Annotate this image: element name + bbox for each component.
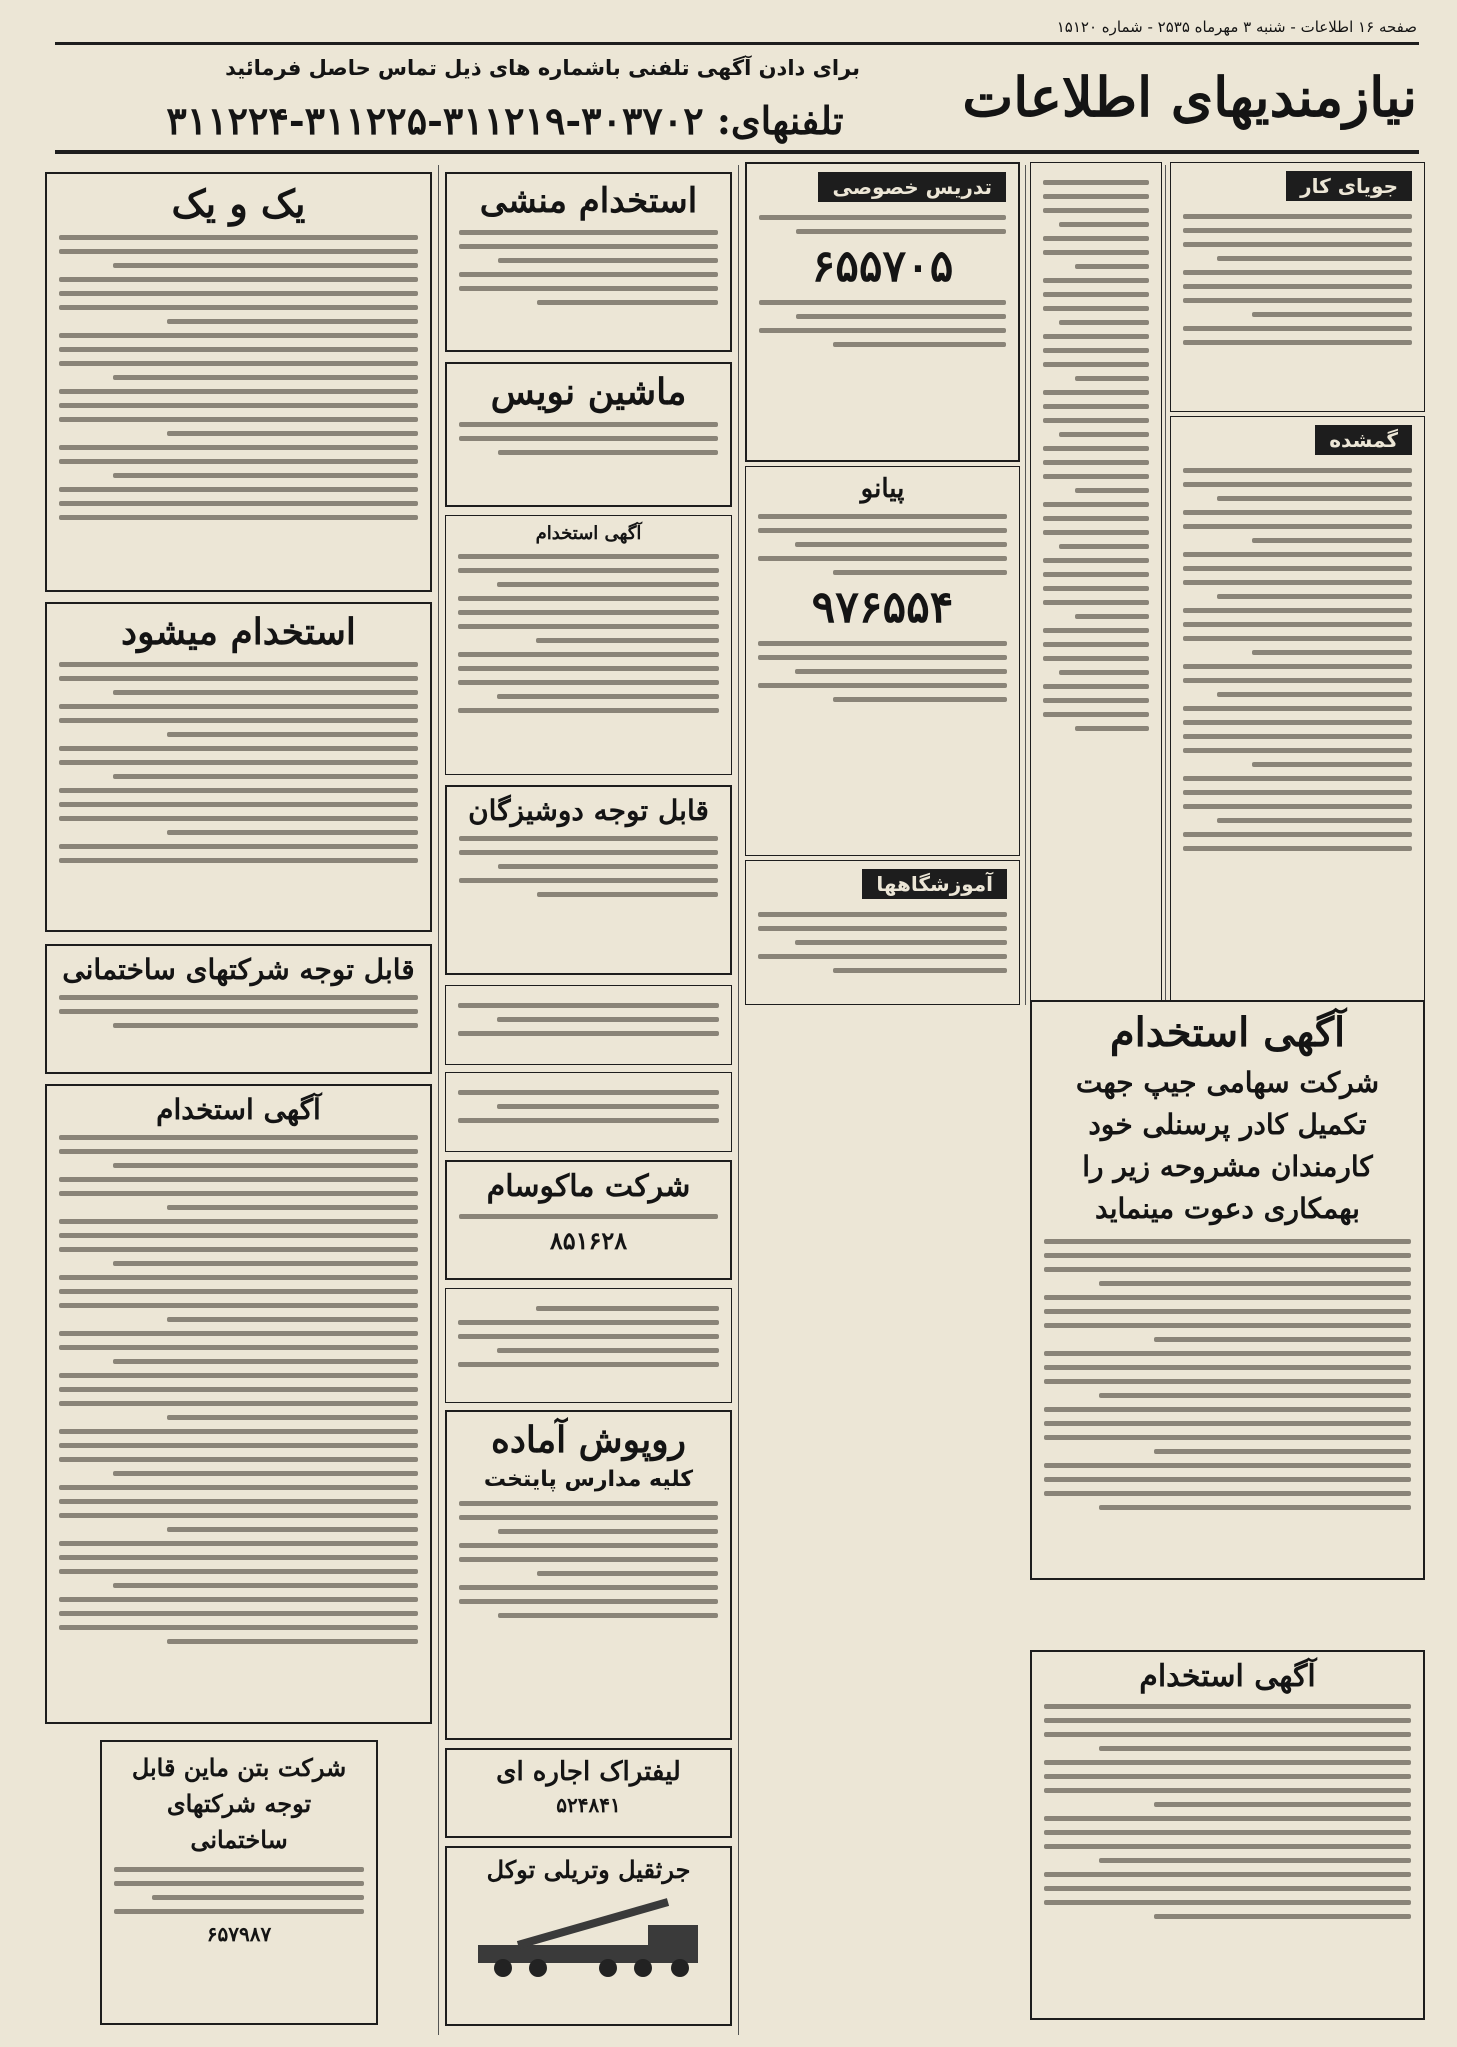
page-info-line xyxy=(60,14,1417,40)
ad-title: آگهی استخدام xyxy=(1109,1009,1346,1056)
tutoring-header-wrap xyxy=(1030,162,1162,196)
ad-typist xyxy=(445,362,732,507)
ad-admission xyxy=(445,1072,732,1152)
tutoring-phone: ۶۵۵۷۰۵ xyxy=(811,241,954,292)
ad-association-hiring xyxy=(1030,1650,1425,2020)
section-tab: گمشده xyxy=(1315,425,1412,455)
ad-title: استخدام منشی xyxy=(479,181,698,221)
makoosam-phone: ۸۵۱۶۲۸ xyxy=(549,1225,628,1255)
section-tab: جویای کار xyxy=(1286,171,1412,201)
english-phone: ۹۷۶۵۵۴ xyxy=(811,581,954,633)
ad-title: شرکت بتن ماین قابل توجه شرکتهای ساختمانی xyxy=(131,1753,347,1854)
ad-lost-items xyxy=(1170,416,1425,1001)
ad-water-power-org xyxy=(445,515,732,775)
ad-young-ladies xyxy=(445,785,732,975)
ad-headline: شرکت سهامی جیپ جهت تکمیل کادر پرسنلی خود کارمندان مشروحه زیر را بهمکاری دعوت مینماید xyxy=(1075,1066,1380,1225)
ad-subtitle: کلیه مدارس پایتخت xyxy=(483,1467,694,1493)
ad-jeep-company xyxy=(1030,1000,1425,1580)
ad-title: جرثقیل وتریلی توکل xyxy=(486,1855,691,1884)
ad-title: یک و یک xyxy=(171,181,306,226)
ad-makoosam xyxy=(445,1160,732,1280)
ad-title: لیفتراک اجاره ای xyxy=(496,1757,681,1787)
ad-job-seeker xyxy=(1170,162,1425,412)
ad-title: ماشین نویس xyxy=(490,371,687,413)
ad-english-tutoring xyxy=(745,162,1020,462)
section-tab: آموزشگاهها xyxy=(862,869,1007,899)
ad-title: پیانو xyxy=(860,474,905,504)
masthead-title: نیازمندیهای اطلاعات xyxy=(962,65,1417,129)
ad-title: آگهی استخدام xyxy=(1139,1659,1316,1694)
ad-construction-companies xyxy=(45,944,432,1074)
column-divider xyxy=(438,165,439,2035)
ad-title: روپوش آماده xyxy=(490,1419,686,1461)
column-divider xyxy=(738,165,739,2035)
section-tab: تدریس خصوصی xyxy=(818,172,1006,202)
ad-engineers xyxy=(445,985,732,1065)
beton-phone: ۶۵۷۹۸۷ xyxy=(206,1922,272,1946)
ad-forklift-rental xyxy=(445,1748,732,1838)
phone-numbers: تلفنهای: ۳۰۳۷۰۲-۳۱۱۲۱۹-۳۱۱۲۲۵-۳۱۱۲۲۴ xyxy=(166,98,844,143)
ad-title: قابل توجه دوشیزگان xyxy=(468,794,709,827)
ad-title: آگهی استخدام xyxy=(156,1093,321,1126)
ad-yek-o-yek xyxy=(45,172,432,592)
ad-title: شرکت ماکوسام xyxy=(486,1169,691,1204)
forklift-phone: ۵۲۴۸۴۱ xyxy=(556,1792,621,1817)
phone-instructions: برای دادن آگهی تلفنی باشماره های ذیل تماس حاصل فرمائید xyxy=(225,56,860,80)
ad-will-hire xyxy=(45,602,432,932)
ad-piano-english xyxy=(745,466,1020,856)
page-info-text: صفحه ۱۶ اطلاعات - شنبه ۳ مهرماه ۲۵۳۵ - شماره ۱۵۱۲۰ xyxy=(1056,18,1417,36)
ad-school-uniforms xyxy=(445,1410,732,1740)
ad-title: آگهی استخدام xyxy=(535,523,642,544)
ad-beton-mayen xyxy=(100,1740,378,2025)
ad-announcement xyxy=(445,1288,732,1403)
crane-truck-illustration xyxy=(458,1890,718,1980)
top-rule xyxy=(55,42,1419,45)
ad-training-schools xyxy=(745,860,1020,1005)
masthead-rule xyxy=(55,150,1419,154)
ad-notices xyxy=(1030,162,1162,1001)
column-divider xyxy=(1165,165,1166,1005)
ad-title: استخدام میشود xyxy=(121,611,356,653)
ad-secretary-hiring xyxy=(445,172,732,352)
ad-title: قابل توجه شرکتهای ساختمانی xyxy=(62,953,415,986)
ad-crane-trailer xyxy=(445,1846,732,2026)
ad-air-force-hiring xyxy=(45,1084,432,1724)
column-divider xyxy=(1025,165,1026,1005)
